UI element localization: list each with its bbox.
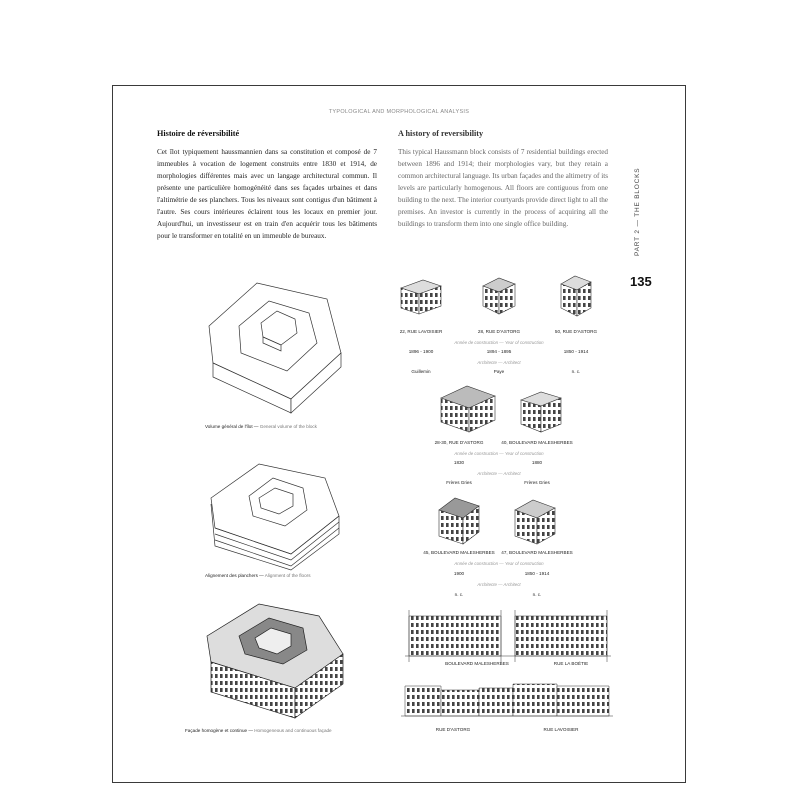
building-lavoisier-22-drawing xyxy=(399,278,443,316)
row3-building-2-architect: n. c. xyxy=(532,592,542,597)
building-astorg-50-drawing xyxy=(557,274,595,318)
building-astorg-28-30-drawing xyxy=(439,384,497,434)
english-column xyxy=(398,128,608,230)
facade-caption-fr: Façade homogène et continue xyxy=(185,728,248,733)
row1-building-2-name: 28, RUE D'ASTORG xyxy=(477,329,521,334)
row2-building-2-name: 40, BOULEVARD MALESHERBES xyxy=(501,440,573,445)
row1-building-1-architect: Guillemin xyxy=(411,369,431,374)
row1-building-3-architect: n. c. xyxy=(571,369,581,374)
french-column xyxy=(157,128,377,242)
row1-building-3-name: 50, RUE D'ASTORG xyxy=(554,329,598,334)
floors-caption-en: Alignment of the floors xyxy=(264,573,311,578)
row3-building-1-year: 1900 xyxy=(453,571,465,576)
page-number: 135 xyxy=(630,274,652,289)
building-astorg-28-drawing xyxy=(479,274,519,316)
row2-building-1-name: 28-30, RUE D'ASTORG xyxy=(434,440,484,445)
building-malesherbes-45-drawing xyxy=(435,494,483,546)
french-body: Cet îlot typiquement haussmannien dans sa constitution et composé de 7 immeubles à vocation de logement construits entre 1830 et 1914, de morphologies différentes mais avec un langage architectural commun. Il présente une particulière homogénéité dans ses façades urbaines et dans l'altimétrie de ses planchers. Tous les niveaux sont contigus d'un bâtiment à l'autre. Ses cours intérieures éclairent tous les locaux en premier jour. Aujourd'hui, un investisseur est en train d'en acquérir tous les bâtiments pour le transformer en totalité en un immeuble de bureaux. xyxy=(157,148,377,240)
row2-building-1-architect: Frères Gries xyxy=(446,480,472,485)
elevation-astorg-drawing xyxy=(401,680,613,720)
row1-building-2-architect: Paye xyxy=(493,369,505,374)
row1-building-1-name: 22, RUE LAVOISIER xyxy=(399,329,443,334)
facade-caption-en: Homogeneous and continuous façade xyxy=(254,728,332,733)
elevation2-right-label: RUE LAVOISIER xyxy=(543,727,579,732)
row3-building-2-name: 47, BOULEVARD MALESHERBES xyxy=(501,550,573,555)
facade-caption: Façade homogène et continue — Homogeneous and continuous façade xyxy=(185,728,332,733)
row3-building-2-year: 1850 - 1914 xyxy=(524,571,550,576)
row1-building-3-year: 1850 - 1914 xyxy=(563,349,589,354)
block-volume-drawing xyxy=(199,271,351,421)
row1-year-label: Année de construction — Year of construction xyxy=(454,340,544,345)
building-malesherbes-40-drawing xyxy=(517,388,565,434)
elevation2-left-label: RUE D'ASTORG xyxy=(435,727,471,732)
book-page xyxy=(112,85,686,783)
row2-architect-label: Architecte — Architect xyxy=(477,471,521,476)
row3-building-1-name: 45, BOULEVARD MALESHERBES xyxy=(423,550,495,555)
row3-year-label: Année de construction — Year of construction xyxy=(454,561,544,566)
french-heading: Histoire de réversibilité xyxy=(157,129,240,138)
english-heading: A history of reversibility xyxy=(398,129,484,138)
floors-alignment-drawing xyxy=(199,456,351,571)
elevation1-left-label: BOULEVARD MALESHERBES xyxy=(445,661,509,666)
elevation1-right-label: RUE LA BOÉTIE xyxy=(553,661,589,666)
volume-caption-fr: Volume général de l'îlot xyxy=(205,424,253,429)
row1-architect-label: Architecte — Architect xyxy=(477,360,521,365)
row1-building-1-year: 1896 - 1900 xyxy=(408,349,434,354)
running-header: TYPOLOGICAL AND MORPHOLOGICAL ANALYSIS xyxy=(328,109,470,115)
elevation-malesherbes-drawing xyxy=(405,608,611,662)
volume-caption: Volume général de l'îlot — General volume of the block xyxy=(205,424,317,429)
floors-caption-fr: Alignement des planchers xyxy=(205,573,258,578)
facade-drawing xyxy=(199,596,351,721)
row3-building-1-architect: n. c. xyxy=(454,592,464,597)
english-body: This typical Haussmann block consists of 7 residential buildings erected between 1896 and 1914; their morphologies vary, but they retain a common architectural language. Its urban façades and the altimetry of its levels are particularly homogenous. All floors are contiguous from one building to the next. The interior courtyards provide direct light to all the premises. An investor is currently in the process of acquiring all the buildings to transform them into one single office building. xyxy=(398,148,608,228)
row2-building-2-architect: Frères Gries xyxy=(524,480,550,485)
row2-year-label: Année de construction — Year of construction xyxy=(454,451,544,456)
row3-architect-label: Architecte — Architect xyxy=(477,582,521,587)
row2-building-1-year: 1830 xyxy=(453,460,465,465)
row1-building-2-year: 1894 - 1895 xyxy=(486,349,512,354)
building-malesherbes-47-drawing xyxy=(511,496,559,546)
floors-caption: Alignement des planchers — Alignment of the floors xyxy=(205,573,311,578)
volume-caption-en: General volume of the block xyxy=(259,424,317,429)
row2-building-2-year: 1880 xyxy=(531,460,543,465)
side-section-label: PART 2 — THE BLOCKS xyxy=(634,167,641,256)
